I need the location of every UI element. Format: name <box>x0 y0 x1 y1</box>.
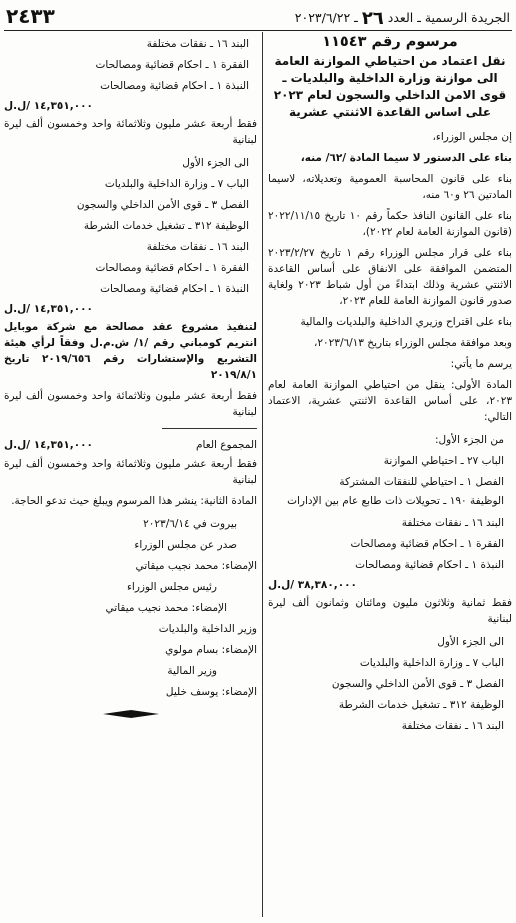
page-header <box>4 4 512 31</box>
right-column <box>268 34 512 737</box>
amount: ٣٨,٣٨٠,٠٠٠ /ل.ل <box>268 579 357 591</box>
title-line: الى موازنة وزارة الداخلية والبلديات ـ <box>282 71 498 85</box>
project-note: لتنفيذ مشروع عقد مصالحة مع شركة موبايل انتريم كومباني رقم /١/ ش.م.ل وفقاً لرأي هيئة التشريع والإستشارات رقم ٢٠١٩/٦٥٦ تاريخ ٢٠١٩/٨/١ <box>4 321 257 381</box>
total-amount: ١٤,٣٥١,٠٠٠ /ل.ل <box>4 439 93 451</box>
budget-line: الفصل ٣ ـ قوى الأمن الداخلي والسجون <box>76 199 249 211</box>
column-divider <box>262 32 263 917</box>
signature: الإمضاء: يوسف خليل <box>165 686 257 698</box>
title-line: على اساس القاعدة الاثنتي عشرية <box>288 105 492 119</box>
budget-line: الباب ٧ ـ وزارة الداخلية والبلديات <box>104 178 249 190</box>
budget-line: البند ١٦ ـ نفقات مختلفة <box>401 517 504 529</box>
budget-line: الوظيفة ٣١٢ ـ تشغيل خدمات الشرطة <box>338 699 504 711</box>
amount-in-words: فقط أربعة عشر مليون وثلاثمائة واحد وخمسون ألف ليرة لبنانية <box>4 390 257 418</box>
budget-line: الفصل ٣ ـ قوى الأمن الداخلي والسجون <box>331 678 504 690</box>
left-column <box>4 34 257 719</box>
preamble-paragraph: بناء على قانون المحاسبة العمومية وتعديلاته، لاسيما المادتين ٢٦ و٦٠ منه، <box>268 173 512 201</box>
gazette-name: الجريدة الرسمية ـ العدد <box>387 10 510 25</box>
signature: الإمضاء: محمد نجيب ميقاتي <box>135 560 257 572</box>
preamble-paragraph: بناء على القانون النافذ حكماً رقم ١٠ تاريخ ٢٠٢٢/١١/١٥ (قانون الموازنة العامة لعام ٢٠٢٢)، <box>268 210 512 238</box>
total-in-words: فقط أربعة عشر مليون وثلاثمائة واحد وخمسون ألف ليرة لبنانية <box>4 458 257 486</box>
decree-number: مرسوم رقم ١١٥٤٣ <box>322 34 458 50</box>
to-part-label: الى الجزء الأول <box>437 636 504 648</box>
budget-line: البند ١٦ ـ نفقات مختلفة <box>146 241 249 253</box>
amount-in-words: فقط أربعة عشر مليون وثلاثمائة واحد وخمسون ألف ليرة لبنانية <box>4 118 257 146</box>
issued-by: صدر عن مجلس الوزراء <box>134 539 237 551</box>
end-ornament-icon <box>101 709 161 719</box>
budget-line: الفقرة ١ ـ احكام قضائية ومصالحات <box>350 538 504 550</box>
budget-line: الوظيفة ٣١٢ ـ تشغيل خدمات الشرطة <box>83 220 249 232</box>
signature: الإمضاء: بسام مولوي <box>165 644 257 656</box>
place-date: بيروت في ٢٠٢٣/٦/١٤ <box>143 518 237 530</box>
page-number: ٢٤٣٣ <box>6 4 55 28</box>
preamble-paragraph: وبعد موافقة مجلس الوزراء بتاريخ ٢٠٢٣/٦/١٣، <box>314 337 512 349</box>
signatory-title: وزير الداخلية والبلديات <box>158 623 257 635</box>
title-line: قوى الامن الداخلي والسجون لعام ٢٠٢٣ <box>273 88 507 102</box>
article-two: المادة الثانية: ينشر هذا المرسوم ويبلغ حيث تدعو الحاجة. <box>11 495 257 507</box>
budget-line: النبذة ١ ـ احكام قضائية ومصالحات <box>100 80 249 92</box>
budget-line: البند ١٦ ـ نفقات مختلفة <box>146 38 249 50</box>
title-line: نقل اعتماد من احتياطي الموازنة العامة <box>274 54 506 68</box>
issue-date: ـ ٢٠٢٣/٦/٢٢ <box>294 10 358 25</box>
budget-line: النبذة ١ ـ احكام قضائية ومصالحات <box>355 559 504 571</box>
budget-line: الفقرة ١ ـ احكام قضائية ومصالحات <box>95 262 249 274</box>
preamble-paragraph: بناء على قرار مجلس الوزراء رقم ١ تاريخ ٢٠٢٣/٢/٢٧ المتضمن الموافقة على الانفاق على أساس القاعدة الاثنتي عشرية وذلك ابتداءً من أول شباط ٢٠٢٣ ولغاية صدور قانون الموازنة العامة للعام ٢٠٢٣، <box>268 247 512 307</box>
signature: الإمضاء: محمد نجيب ميقاتي <box>105 602 227 614</box>
budget-line: الوظيفة ١٩٠ ـ تحويلات ذات طابع عام بين الإدارات <box>287 495 504 507</box>
to-part-label: الى الجزء الأول <box>182 157 249 169</box>
signatory-title: وزير المالية <box>167 665 217 677</box>
issue-number: ٢٦ <box>361 8 384 29</box>
budget-line: الفصل ١ ـ احتياطي للنفقات المشتركة <box>339 476 504 488</box>
amount: ١٤,٣٥١,٠٠٠ /ل.ل <box>4 100 93 112</box>
signatory-title: رئيس مجلس الوزراء <box>126 581 217 593</box>
preamble-paragraph: بناء على الدستور لا سيما المادة /٦٢/ منه، <box>300 152 512 164</box>
amount: ١٤,٣٥١,٠٠٠ /ل.ل <box>4 303 93 315</box>
decree-formula: يرسم ما يأتي: <box>450 358 512 370</box>
decree-title <box>268 34 512 121</box>
amount-in-words: فقط ثمانية وثلاثون مليون ومائتان وثمانون ألف ليرة لبنانية <box>268 597 512 625</box>
budget-line: الباب ٢٧ ـ احتياطي الموازنة <box>383 455 504 467</box>
total-divider <box>162 428 257 429</box>
intro: إن مجلس الوزراء، <box>432 131 512 143</box>
budget-line: الباب ٧ ـ وزارة الداخلية والبلديات <box>359 657 504 669</box>
grand-total-row <box>4 435 257 456</box>
preamble-paragraph: بناء على اقتراح وزيري الداخلية والبلديات والمالية <box>300 316 512 328</box>
total-label: المجموع العام <box>196 439 257 451</box>
budget-line: البند ١٦ ـ نفقات مختلفة <box>401 720 504 732</box>
budget-line: الفقرة ١ ـ احكام قضائية ومصالحات <box>95 59 249 71</box>
budget-line: النبذة ١ ـ احكام قضائية ومصالحات <box>100 283 249 295</box>
gazette-title <box>295 8 510 29</box>
from-part-label: من الجزء الأول: <box>434 434 504 446</box>
article-one: المادة الأولى: ينقل من احتياطي الموازنة العامة لعام ٢٠٢٣، على أساس القاعدة الاثنتي عشرية، الاعتماد التالي: <box>268 379 512 423</box>
